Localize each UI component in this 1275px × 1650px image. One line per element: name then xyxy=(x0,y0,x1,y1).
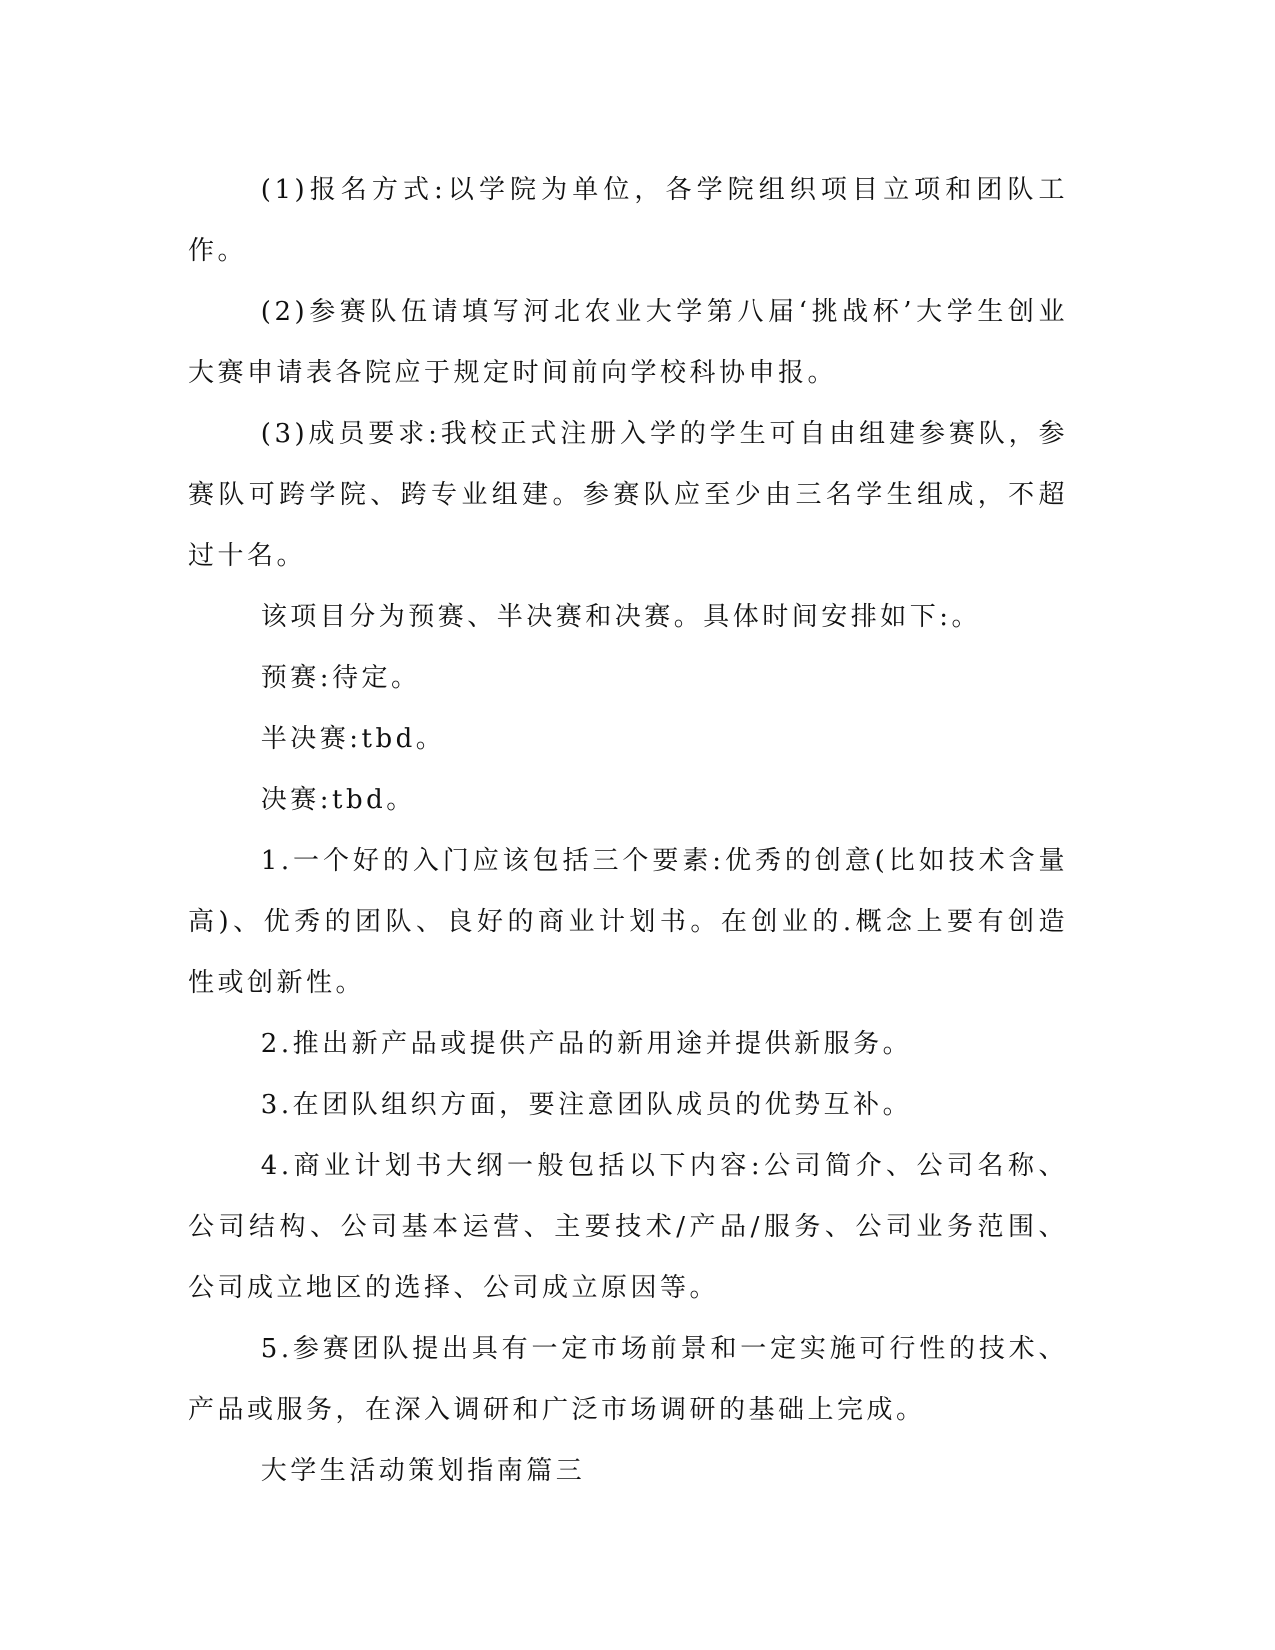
paragraph-registration-method: (1)报名方式:以学院为单位，各学院组织项目立项和团队工作。 xyxy=(188,175,1068,266)
paragraph-member-requirements: (3)成员要求:我校正式注册入学的学生可自由组建参赛队，参赛队可跨学院、跨专业组建。参赛队应至少由三名学生组成，不超过十名。 xyxy=(188,419,1068,571)
paragraph-point-4: 4.商业计划书大纲一般包括以下内容:公司简介、公司名称、公司结构、公司基本运营、主要技术/产品/服务、公司业务范围、公司成立地区的选择、公司成立原因等。 xyxy=(188,1151,1068,1303)
paragraph-point-2: 2.推出新产品或提供产品的新用途并提供新服务。 xyxy=(260,1029,913,1059)
paragraph-semifinal: 半决赛:tbd。 xyxy=(260,724,446,754)
paragraph-preliminary: 预赛:待定。 xyxy=(260,663,421,693)
paragraph-point-5: 5.参赛团队提出具有一定市场前景和一定实施可行性的技术、产品或服务，在深入调研和广泛市场调研的基础上完成。 xyxy=(188,1334,1068,1425)
document-body xyxy=(188,160,1068,1502)
paragraph-point-1: 1.一个好的入门应该包括三个要素:优秀的创意(比如技术含量高)、优秀的团队、良好的商业计划书。在创业的.概念上要有创造性或创新性。 xyxy=(188,846,1068,998)
section-heading: 大学生活动策划指南篇三 xyxy=(260,1456,586,1486)
paragraph-application-form: (2)参赛队伍请填写河北农业大学第八届‘挑战杯’大学生创业大赛申请表各院应于规定时间前向学校科协申报。 xyxy=(188,297,1068,388)
paragraph-final: 决赛:tbd。 xyxy=(260,785,416,815)
paragraph-schedule-intro: 该项目分为预赛、半决赛和决赛。具体时间安排如下:。 xyxy=(260,602,982,632)
paragraph-point-3: 3.在团队组织方面，要注意团队成员的优势互补。 xyxy=(260,1090,913,1120)
